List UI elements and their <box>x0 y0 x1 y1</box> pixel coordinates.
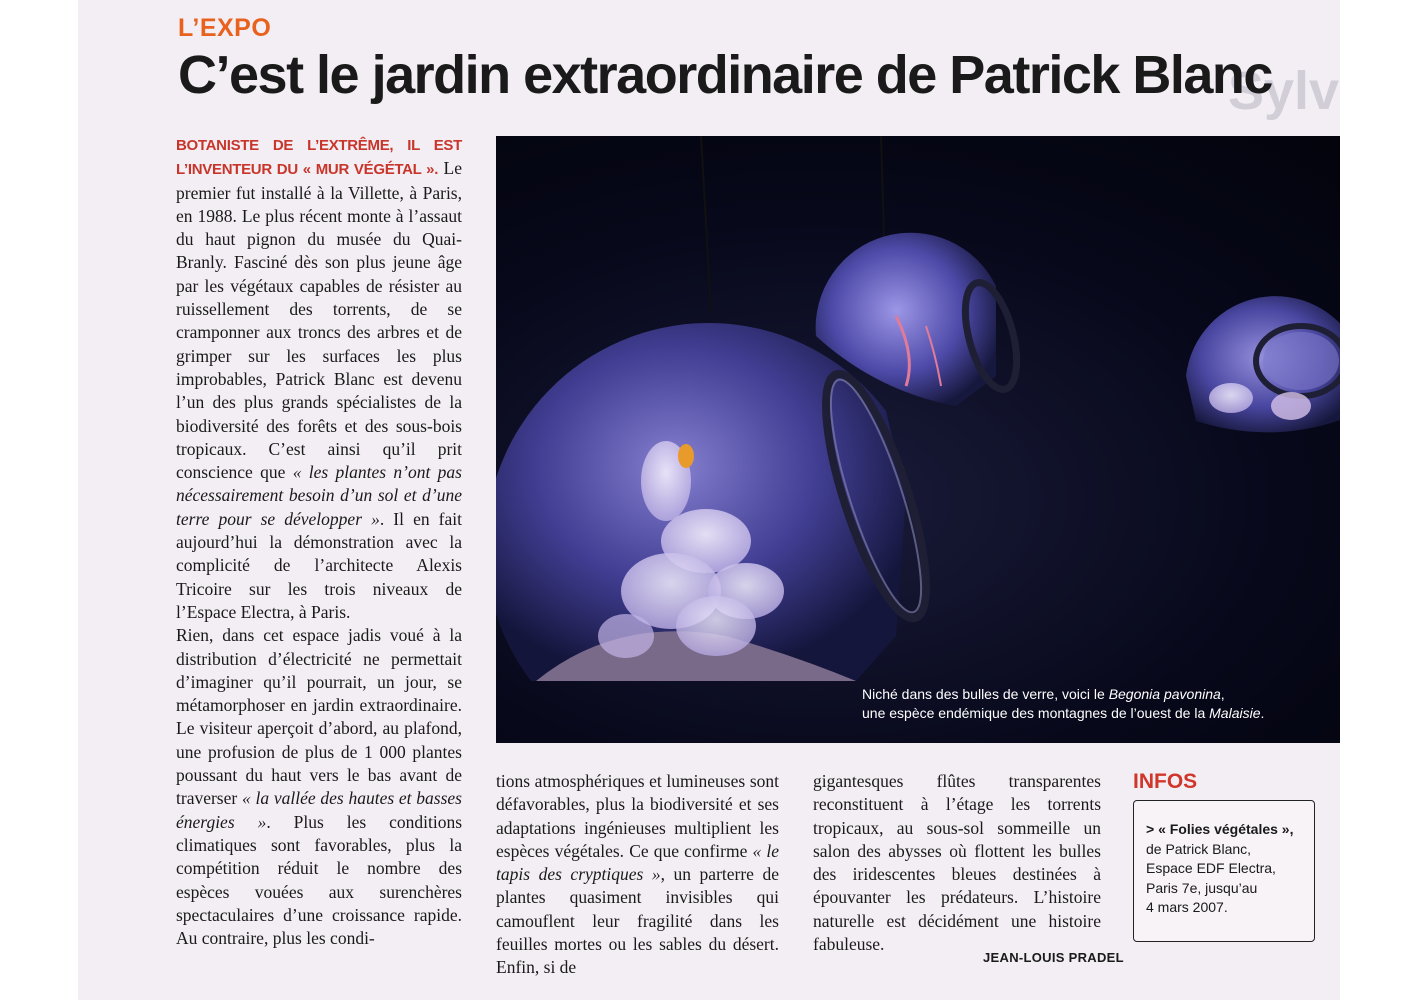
paragraph-1 <box>176 133 462 624</box>
infos-date: 4 mars 2007. <box>1146 899 1228 915</box>
caption-punct-2: . <box>1260 705 1265 721</box>
byline: JEAN-LOUIS PRADEL <box>983 950 1124 965</box>
article-column-2 <box>496 770 779 980</box>
infos-city: Paris 7e, jusqu’au <box>1146 879 1258 896</box>
infos-artist: de Patrick Blanc, <box>1146 840 1252 857</box>
quote-valley: « la vallée des hautes et basses énergies » <box>176 788 462 832</box>
paragraph-2 <box>176 624 462 950</box>
caption-place: Malaisie <box>1209 705 1261 721</box>
quote-cryptiques: « le tapis des cryptiques » <box>496 840 779 885</box>
hanging-wire <box>881 136 884 236</box>
infos-event: > « Folies végétales », <box>1146 821 1294 837</box>
newspaper-page <box>78 0 1340 1000</box>
infos-title: INFOS <box>1133 770 1198 793</box>
glass-bubbles-illustration <box>496 136 1340 743</box>
column-2-text-end: , un parterre de plantes quasiment invisibles qui camouflent leur fragilité dans les feuilles mortes ou les sables du désert. Enfin, si de <box>496 864 779 978</box>
headline: C’est le jardin extraordinaire de Patrick Blanc <box>178 45 1272 105</box>
column-3-text: gigantesques flûtes transparentes reconstituent à l’étage les torrents tropicaux, au sous-sol sommeille un salon des abysses où flottent les bulles des iridescentes bleues destinées à épouvanter les prédateurs. L’histoire naturelle est décidément une histoire fabuleuse. <box>813 771 1101 955</box>
paragraph-1-end: . Il en fait aujourd’hui la démonstration avec la complicité de l’architecte Alexis Tricoire sur les trois niveaux de l’Espace Electra, à Paris. <box>176 508 462 622</box>
photo-caption <box>862 685 1340 723</box>
caption-text: Niché dans des bulles de verre, voici le <box>862 686 1109 702</box>
caption-punct: , <box>1220 686 1225 702</box>
caption-species: Begonia pavonina <box>1108 686 1221 702</box>
column-2-text-start: tions atmosphériques et lumineuses sont défavorables, plus la biodiversité et ses adaptations ingénieuses multiplient les espèces végétales. Ce que confirme <box>496 771 779 861</box>
small-bubble <box>1186 296 1340 432</box>
hanging-wire <box>701 136 711 311</box>
infos-venue: Espace EDF Electra, <box>1146 860 1276 876</box>
bleed-through-heading: Sylv <box>1228 61 1340 121</box>
column-2-text <box>496 770 779 980</box>
article-column-3 <box>813 770 1101 956</box>
infos-text <box>1146 820 1306 918</box>
article-photo <box>496 136 1340 743</box>
lead-in: BOTANISTE DE L’EXTRÊME, IL EST L’INVENTEUR DU « MUR VÉGÉTAL ». <box>176 137 462 179</box>
caption-text-2: une espèce endémique des montagnes de l’ouest de la <box>862 705 1210 721</box>
paragraph-2-text: Rien, dans cet espace jadis voué à la distribution d’électricité ne permettait d’imaginer qu’il pourrait, un jour, se métamorphoser en jardin extraordinaire. Le visiteur aperçoit d’abord, au plafond, une profusion de plus de 1 000 plantes poussant du haut vers le bas avant de traverser <box>176 625 462 809</box>
paragraph-1-text: Le premier fut installé à la Villette, à Paris, en 1988. Le plus récent monte à l’assaut du haut pignon du musée du Quai-Branly. Fasciné dès son plus jeune âge par les végétaux capables de résister au ruissellement des torrents, de se cramponner aux troncs des arbres et de grimper sur les surfaces les plus improbables, Patrick Blanc est devenu l’un des plus grands spécialistes de la biodiversité des forêts et des sous-bois tropicaux. C’est ainsi qu’il prit conscience que <box>176 158 462 483</box>
quote-plants: « les plantes n’ont pas nécessairement besoin d’un sol et d’une terre pour se développer » <box>176 462 462 529</box>
article-column-1 <box>176 133 462 950</box>
paragraph-2-end: . Plus les conditions climatiques sont favorables, plus la compétition réduit le nombre des espèces vouées aux surenchères spectaculaires d’une croissance rapide. Au contraire, plus les condi- <box>176 811 463 949</box>
section-rubric: L’EXPO <box>178 14 272 42</box>
